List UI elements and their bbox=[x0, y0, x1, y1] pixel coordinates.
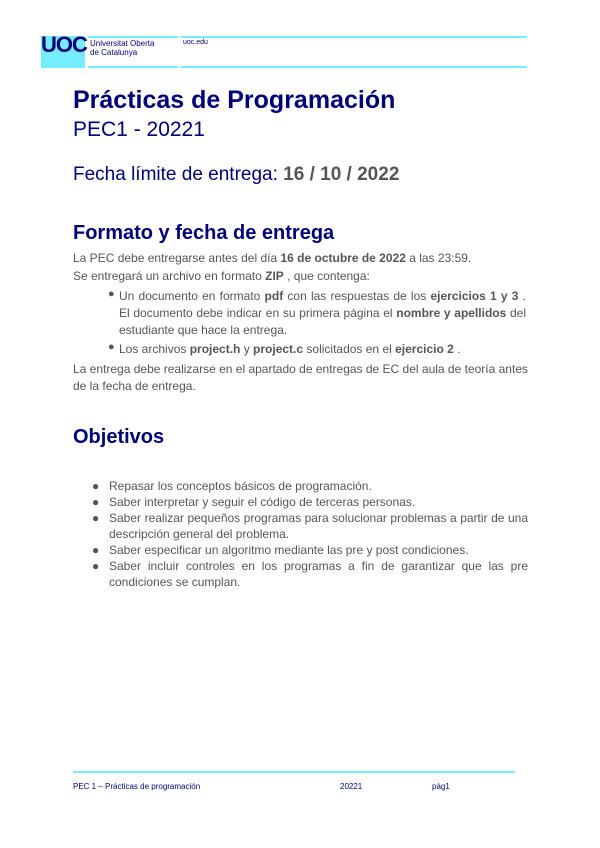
text: La PEC debe entregarse antes del día bbox=[73, 251, 281, 265]
list-item bbox=[73, 510, 528, 542]
list-item bbox=[108, 341, 526, 358]
text: con las respuestas de los bbox=[283, 289, 431, 303]
list-item bbox=[73, 478, 528, 494]
text: . bbox=[453, 342, 461, 356]
text-bold: ZIP bbox=[265, 269, 284, 283]
text: Un documento en formato bbox=[119, 289, 265, 303]
text-bold: 16 de octubre de 2022 bbox=[280, 251, 406, 265]
uoc-logo: UOC bbox=[41, 32, 87, 57]
text: solicitados en el bbox=[303, 342, 396, 356]
bullet-icon: ● bbox=[92, 495, 100, 509]
footer-course: PEC 1 – Prácticas de programación bbox=[73, 782, 201, 791]
text-bold: ejercicio 2 bbox=[395, 342, 454, 356]
text: y bbox=[240, 342, 254, 356]
header-rule bbox=[88, 66, 178, 68]
text-bold: project.c bbox=[253, 342, 304, 356]
paragraph-deadline bbox=[73, 250, 533, 267]
text-bold: ejercicios 1 y 3 bbox=[430, 289, 519, 303]
institution-line1: Universitat Oberta bbox=[90, 39, 155, 48]
deadline-label: Fecha límite de entrega: bbox=[73, 164, 278, 185]
text: . El documento debe indicar en su primera página el bbox=[119, 289, 527, 320]
list-item bbox=[73, 542, 528, 558]
institution-name bbox=[90, 39, 154, 57]
header-rule bbox=[181, 36, 527, 38]
section-heading-format: Formato y fecha de entrega bbox=[73, 222, 335, 244]
institution-line2: de Catalunya bbox=[90, 48, 138, 57]
section-heading-objectives: Objetivos bbox=[73, 426, 165, 448]
footer-term: 20221 bbox=[340, 782, 363, 791]
bullet-icon: ● bbox=[108, 341, 115, 353]
list-item-text: Repasar los conceptos básicos de programación. bbox=[109, 479, 372, 493]
list-item-text: Saber incluir controles en los programas a fin de garantizar que las pre condiciones se cumplan. bbox=[109, 559, 528, 589]
list-item-text bbox=[108, 341, 526, 358]
list-item bbox=[73, 494, 528, 510]
paragraph-submission: La entrega debe realizarse en el apartado de entregas de EC del aula de teoría antes de la fecha de entrega. bbox=[73, 362, 528, 393]
header-url: uoc.edu bbox=[183, 39, 208, 46]
deadline-date: 16 / 10 / 2022 bbox=[283, 164, 400, 185]
bullet-icon: ● bbox=[92, 543, 100, 557]
header-rule bbox=[181, 66, 527, 68]
header-rule bbox=[88, 36, 178, 38]
paragraph-format bbox=[73, 268, 533, 285]
objectives-list bbox=[73, 478, 528, 590]
text: del estudiante que hace la entrega. bbox=[119, 306, 526, 337]
text: a las 23:59. bbox=[405, 251, 472, 265]
list-item-text bbox=[108, 288, 526, 339]
list-item-text: Saber especificar un algoritmo mediante las pre y post condiciones. bbox=[109, 543, 469, 557]
deadline bbox=[73, 164, 399, 186]
text-bold: pdf bbox=[264, 289, 284, 303]
text: , que contenga: bbox=[283, 269, 370, 283]
bullet-icon: ● bbox=[92, 511, 100, 525]
text-bold: project.h bbox=[189, 342, 241, 356]
list-item-text: Saber realizar pequeños programas para solucionar problemas a partir de una descripción general del problema. bbox=[109, 511, 528, 541]
footer-page: pàg1 bbox=[432, 782, 450, 791]
bullet-icon: ● bbox=[92, 559, 100, 573]
bullet-icon: ● bbox=[92, 479, 100, 493]
text-bold: nombre y apellidos bbox=[396, 306, 507, 320]
list-item bbox=[108, 288, 526, 339]
footer-rule bbox=[73, 771, 515, 773]
document-subtitle: PEC1 - 20221 bbox=[73, 118, 205, 141]
text: Se entregará un archivo en formato bbox=[73, 269, 266, 283]
list-item-text: Saber interpretar y seguir el código de terceras personas. bbox=[109, 495, 416, 509]
bullet-icon: ● bbox=[108, 288, 115, 300]
list-item bbox=[73, 558, 528, 590]
text: Los archivos bbox=[119, 342, 190, 356]
document-title: Prácticas de Programación bbox=[73, 86, 396, 114]
